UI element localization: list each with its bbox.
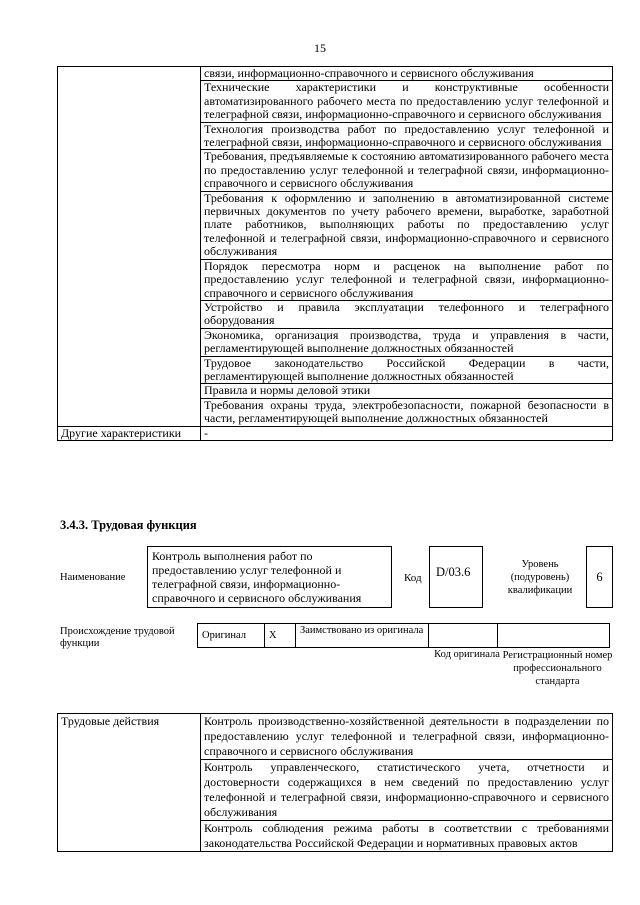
knowledge-label-cell	[58, 300, 201, 328]
knowledge-label-cell	[58, 384, 201, 398]
other-characteristics-row	[58, 426, 613, 440]
labor-action-row	[58, 760, 613, 821]
knowledge-label-cell	[58, 398, 201, 426]
knowledge-row	[58, 191, 613, 259]
section-title: 3.4.3. Трудовая функция	[60, 518, 197, 532]
labor-action-row	[58, 821, 613, 852]
knowledge-item: Экономика, организация производства, труда и управления в части, регламентирующей выполнение должностных обязанностей	[201, 328, 613, 356]
labor-actions-label-cell	[58, 821, 201, 852]
knowledge-row	[58, 81, 613, 122]
knowledge-item: Требования охраны труда, электробезопасности, пожарной безопасности в части, регламентирующей выполнение должностных обязанностей	[201, 398, 613, 426]
knowledge-item: Устройство и правила эксплуатации телефонного и телеграфного оборудования	[201, 300, 613, 328]
knowledge-item: Технология производства работ по предоставлению услуг телефонной и телеграфной связи, информационно-справочного и сервисного обслуживания	[201, 122, 613, 150]
function-name: Контроль выполнения работ по предоставлению услуг телефонной и телеграфной связи, информационно-справочного и сервисного обслуживания	[147, 546, 392, 608]
origin-borrowed-label: Заимствовано из оригинала	[296, 624, 429, 648]
other-characteristics-label: Другие характеристики	[58, 426, 201, 440]
knowledge-item: Технические характеристики и конструктивные особенности автоматизированного рабочего места по предоставлению услуг телефонной и телеграфной связи, информационно-справочного и сервисного обслуживания	[201, 81, 613, 122]
labor-action: Контроль управленческого, статистического учета, отчетности и достоверности содержащихся в нем сведений по предоставлению услуг телефонной и телеграфной связи, информационно-справочного и сервисного обслуживания	[201, 760, 613, 821]
knowledge-item: Трудовое законодательство Российской Федерации в части, регламентирующей выполнение должностных обязанностей	[201, 356, 613, 384]
knowledge-row	[58, 328, 613, 356]
knowledge-label-cell	[58, 191, 201, 259]
origin-reg-caption: Регистрационный номер профессионального стандарта	[502, 650, 613, 687]
knowledge-item: Требования, предъявляемые к состоянию автоматизированного рабочего места по предоставлению услуг телефонной и телеграфной связи, информационно-справочного и сервисного обслуживания	[201, 150, 613, 191]
knowledge-row	[58, 150, 613, 191]
page-number: 15	[314, 41, 326, 55]
knowledge-item: Правила и нормы деловой этики	[201, 384, 613, 398]
knowledge-row	[58, 384, 613, 398]
qualification-level-label: Уровень (подуровень) квалификации	[507, 559, 573, 596]
other-characteristics-value: -	[201, 426, 613, 440]
knowledge-label-cell	[58, 150, 201, 191]
knowledge-label-cell	[58, 259, 201, 300]
knowledge-label-cell	[58, 356, 201, 384]
labor-action: Контроль производственно-хозяйственной деятельности в подразделении по предоставлению услуг телефонной и телеграфной связи, информационно-справочного и сервисного обслуживания	[201, 714, 613, 760]
knowledge-item: связи, информационно-справочного и сервисного обслуживания	[201, 67, 613, 81]
labor-action-row	[58, 714, 613, 760]
knowledge-label-cell	[58, 328, 201, 356]
knowledge-table	[57, 66, 613, 441]
function-name-label: Наименование	[60, 572, 126, 583]
origin-table	[197, 623, 610, 648]
origin-code-cell	[429, 624, 498, 648]
knowledge-row	[58, 122, 613, 150]
knowledge-label-cell	[58, 67, 201, 81]
qualification-level: 6	[586, 546, 613, 608]
origin-code-caption: Код оригинала	[434, 649, 500, 660]
knowledge-row	[58, 259, 613, 300]
actions-table	[57, 713, 613, 852]
function-code: D/03.6	[429, 546, 483, 608]
knowledge-row	[58, 398, 613, 426]
function-code-label: Код	[404, 572, 422, 584]
knowledge-row	[58, 300, 613, 328]
origin-reg-cell	[498, 624, 610, 648]
knowledge-row	[58, 356, 613, 384]
knowledge-item: Порядок пересмотра норм и расценок на выполнение работ по предоставлению услуг телефонной и телеграфной связи, информационно-справочного и сервисного обслуживания	[201, 259, 613, 300]
origin-label: Происхождение трудовой функции	[60, 626, 175, 649]
knowledge-item: Требования к оформлению и заполнению в автоматизированной системе первичных документов по учету рабочего времени, выработке, заработной плате работников, выполняющих работы по предоставлению услуг телефонной и телеграфной связи, информационно-справочного и сервисного обслуживания	[201, 191, 613, 259]
labor-actions-label: Трудовые действия	[58, 714, 201, 760]
origin-original-mark: X	[265, 624, 296, 648]
knowledge-label-cell	[58, 81, 201, 122]
knowledge-row	[58, 67, 613, 81]
labor-action: Контроль соблюдения режима работы в соответствии с требованиями законодательства Российской Федерации и нормативных правовых актов	[201, 821, 613, 852]
origin-original-label: Оригинал	[198, 624, 265, 648]
labor-actions-label-cell	[58, 760, 201, 821]
knowledge-label-cell	[58, 122, 201, 150]
